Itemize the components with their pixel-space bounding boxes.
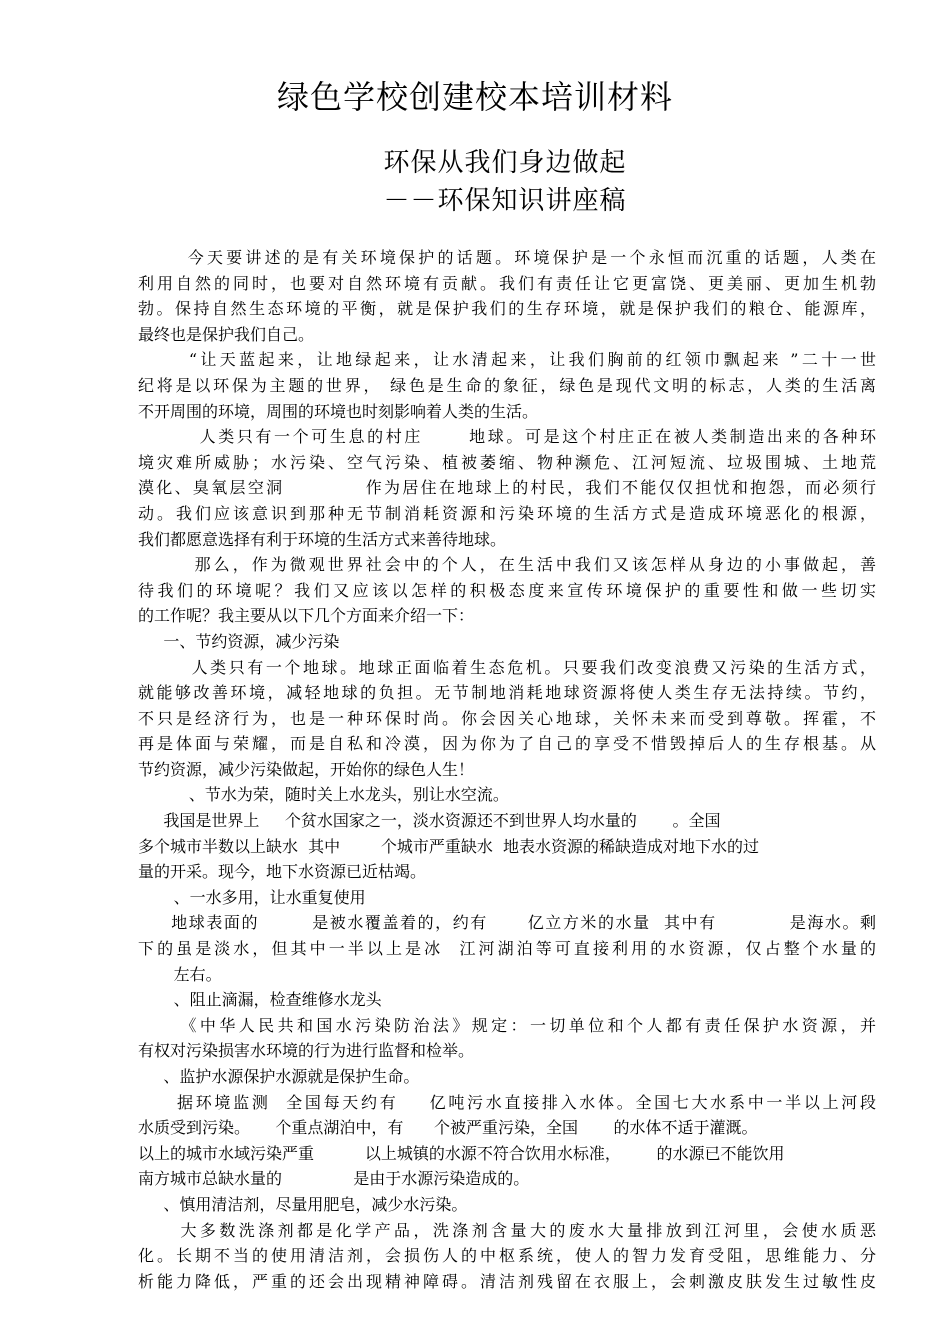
text-line: 南方城市总缺水量的 是由于水源污染造成的。 bbox=[138, 1169, 530, 1189]
text-line: 漠化、臭氧层空洞 作为居住在地球上的村民，我们不能仅仅担忧和抱怨，而必须行 bbox=[138, 478, 876, 498]
text-line: 我们都愿意选择有利于环境的生活方式来善待地球。 bbox=[138, 529, 507, 549]
text-line: 左右。 bbox=[138, 964, 222, 984]
text-line: 《中华人民共和国水污染防治法》规定：一切单位和个人都有责任保护水资源，并 bbox=[138, 1015, 876, 1035]
text-line: 就能够改善环境，减轻地球的负担。无节制地消耗地球资源将使人类生存无法持续。节约， bbox=[138, 683, 876, 703]
text-line: 多个城市半数以上缺水 其中 个城市严重缺水 地表水资源的稀缺造成对地下水的过 bbox=[138, 836, 760, 856]
text-line: 节约资源，减少污染做起，开始你的绿色人生！ bbox=[138, 759, 475, 779]
text-line: 今天要讲述的是有关环境保护的话题。环境保护是一个永恒而沉重的话题，人类在 bbox=[138, 248, 876, 267]
text-line: 量的开采。现今，地下水资源已近枯竭。 bbox=[138, 862, 427, 882]
text-line: 据环境监测 全国每天约有 亿吨污水直接排入水体。全国七大水系中一半以上河段 bbox=[138, 1092, 876, 1112]
text-line: “让天蓝起来，让地绿起来，让水清起来，让我们胸前的红领巾飘起来 ”二十一世 bbox=[138, 350, 876, 370]
text-line: 地球表面的 是被水覆盖着的，约有 亿立方米的水量 其中有 是海水。剩 bbox=[138, 913, 876, 933]
text-line: 析能力降低，严重的还会出现精神障碍。清洁剂残留在衣服上，会刺激皮肤发生过敏性皮 bbox=[138, 1271, 876, 1291]
text-line: 水质受到污染。 个重点湖泊中，有 个被严重污染，全国 的水体不适于灌溉。 bbox=[138, 1118, 758, 1138]
text-line: 有权对污染损害水环境的行为进行监督和检举。 bbox=[138, 1041, 475, 1061]
text-line: 化。长期不当的使用清洁剂，会损伤人的中枢系统，使人的智力发育受阻，思维能力、分 bbox=[138, 1246, 876, 1266]
text-line: 我国是世界上 个贫水国家之一，淡水资源还不到世界人均水量的 。全国 bbox=[138, 811, 721, 831]
text-line: 纪将是以环保为主题的世界， 绿色是生命的象征，绿色是现代文明的标志，人类的生活离 bbox=[138, 375, 876, 395]
text-line: 以上的城市水域污染严重 以上城镇的水源不符合饮用水标准， 的水源已不能饮用 bbox=[138, 1143, 785, 1163]
text-line: 、阻止滴漏，检查维修水龙头 bbox=[138, 990, 382, 1010]
text-line: 境灾难所威胁；水污染、空气污染、植被萎缩、物种濒危、江河短流、垃圾围城、土地荒 bbox=[138, 452, 876, 472]
text-line: 利用自然的同时，也要对自然环境有贡献。我们有责任让它更富饶、更美丽、更加生机勃 bbox=[138, 273, 876, 293]
text-line: 再是体面与荣耀，而是自私和冷漠，因为你为了自己的享受不惜毁掉后人的生存根基。从 bbox=[138, 734, 876, 754]
text-line: 人类只有一个地球。地球正面临着生态危机。只要我们改变浪费又污染的生活方式， bbox=[138, 657, 876, 677]
text-line: 不只是经济行为，也是一种环保时尚。你会因关心地球，关怀未来而受到尊敬。挥霍，不 bbox=[138, 708, 876, 728]
text-line: 大多数洗涤剂都是化学产品，洗涤剂含量大的废水大量排放到江河里，会使水质恶 bbox=[138, 1220, 876, 1240]
text-line: 人类只有一个可生息的村庄 地球。可是这个村庄正在被人类制造出来的各种环 bbox=[138, 427, 876, 447]
text-line: 、节水为荣，随时关上水龙头，别让水空流。 bbox=[138, 785, 509, 805]
document-subtitle-line2: －－环保知识讲座稿 bbox=[383, 186, 627, 216]
text-line: 、慎用清洁剂，尽量用肥皂，减少水污染。 bbox=[138, 1194, 468, 1214]
text-line: 下的虽是淡水，但其中一半以上是冰 江河湖泊等可直接利用的水资源，仅占整个水量的 bbox=[138, 939, 876, 959]
text-line: 动。我们应该意识到那种无节制消耗资源和污染环境的生活方式是造成环境恶化的根源， bbox=[138, 503, 876, 523]
text-line: 勃。保持自然生态环境的平衡，就是保护我们的生存环境，就是保护我们的粮仓、能源库， bbox=[138, 299, 876, 319]
document-subtitle-line1: 环保从我们身边做起 bbox=[383, 148, 627, 178]
document-title: 绿色学校创建校本培训材料 bbox=[276, 78, 673, 116]
document-body bbox=[138, 245, 876, 1294]
text-line: 的工作呢？我主要从以下几个方面来介绍一下： bbox=[138, 606, 475, 626]
text-line: 最终也是保护我们自己。 bbox=[138, 324, 315, 344]
text-line: 待我们的环境呢？我们又应该以怎样的积极态度来宣传环境保护的重要性和做一些切实 bbox=[138, 580, 876, 600]
text-line: 一、节约资源，减少污染 bbox=[138, 631, 340, 651]
text-line: 那么，作为微观世界社会中的个人，在生活中我们又该怎样从身边的小事做起，善 bbox=[138, 555, 876, 575]
text-line: 、一水多用，让水重复使用 bbox=[138, 887, 366, 907]
text-line: 不开周围的环境，周围的环境也时刻影响着人类的生活。 bbox=[138, 401, 539, 421]
text-line: 、监护水源保护水源就是保护生命。 bbox=[138, 1067, 420, 1086]
